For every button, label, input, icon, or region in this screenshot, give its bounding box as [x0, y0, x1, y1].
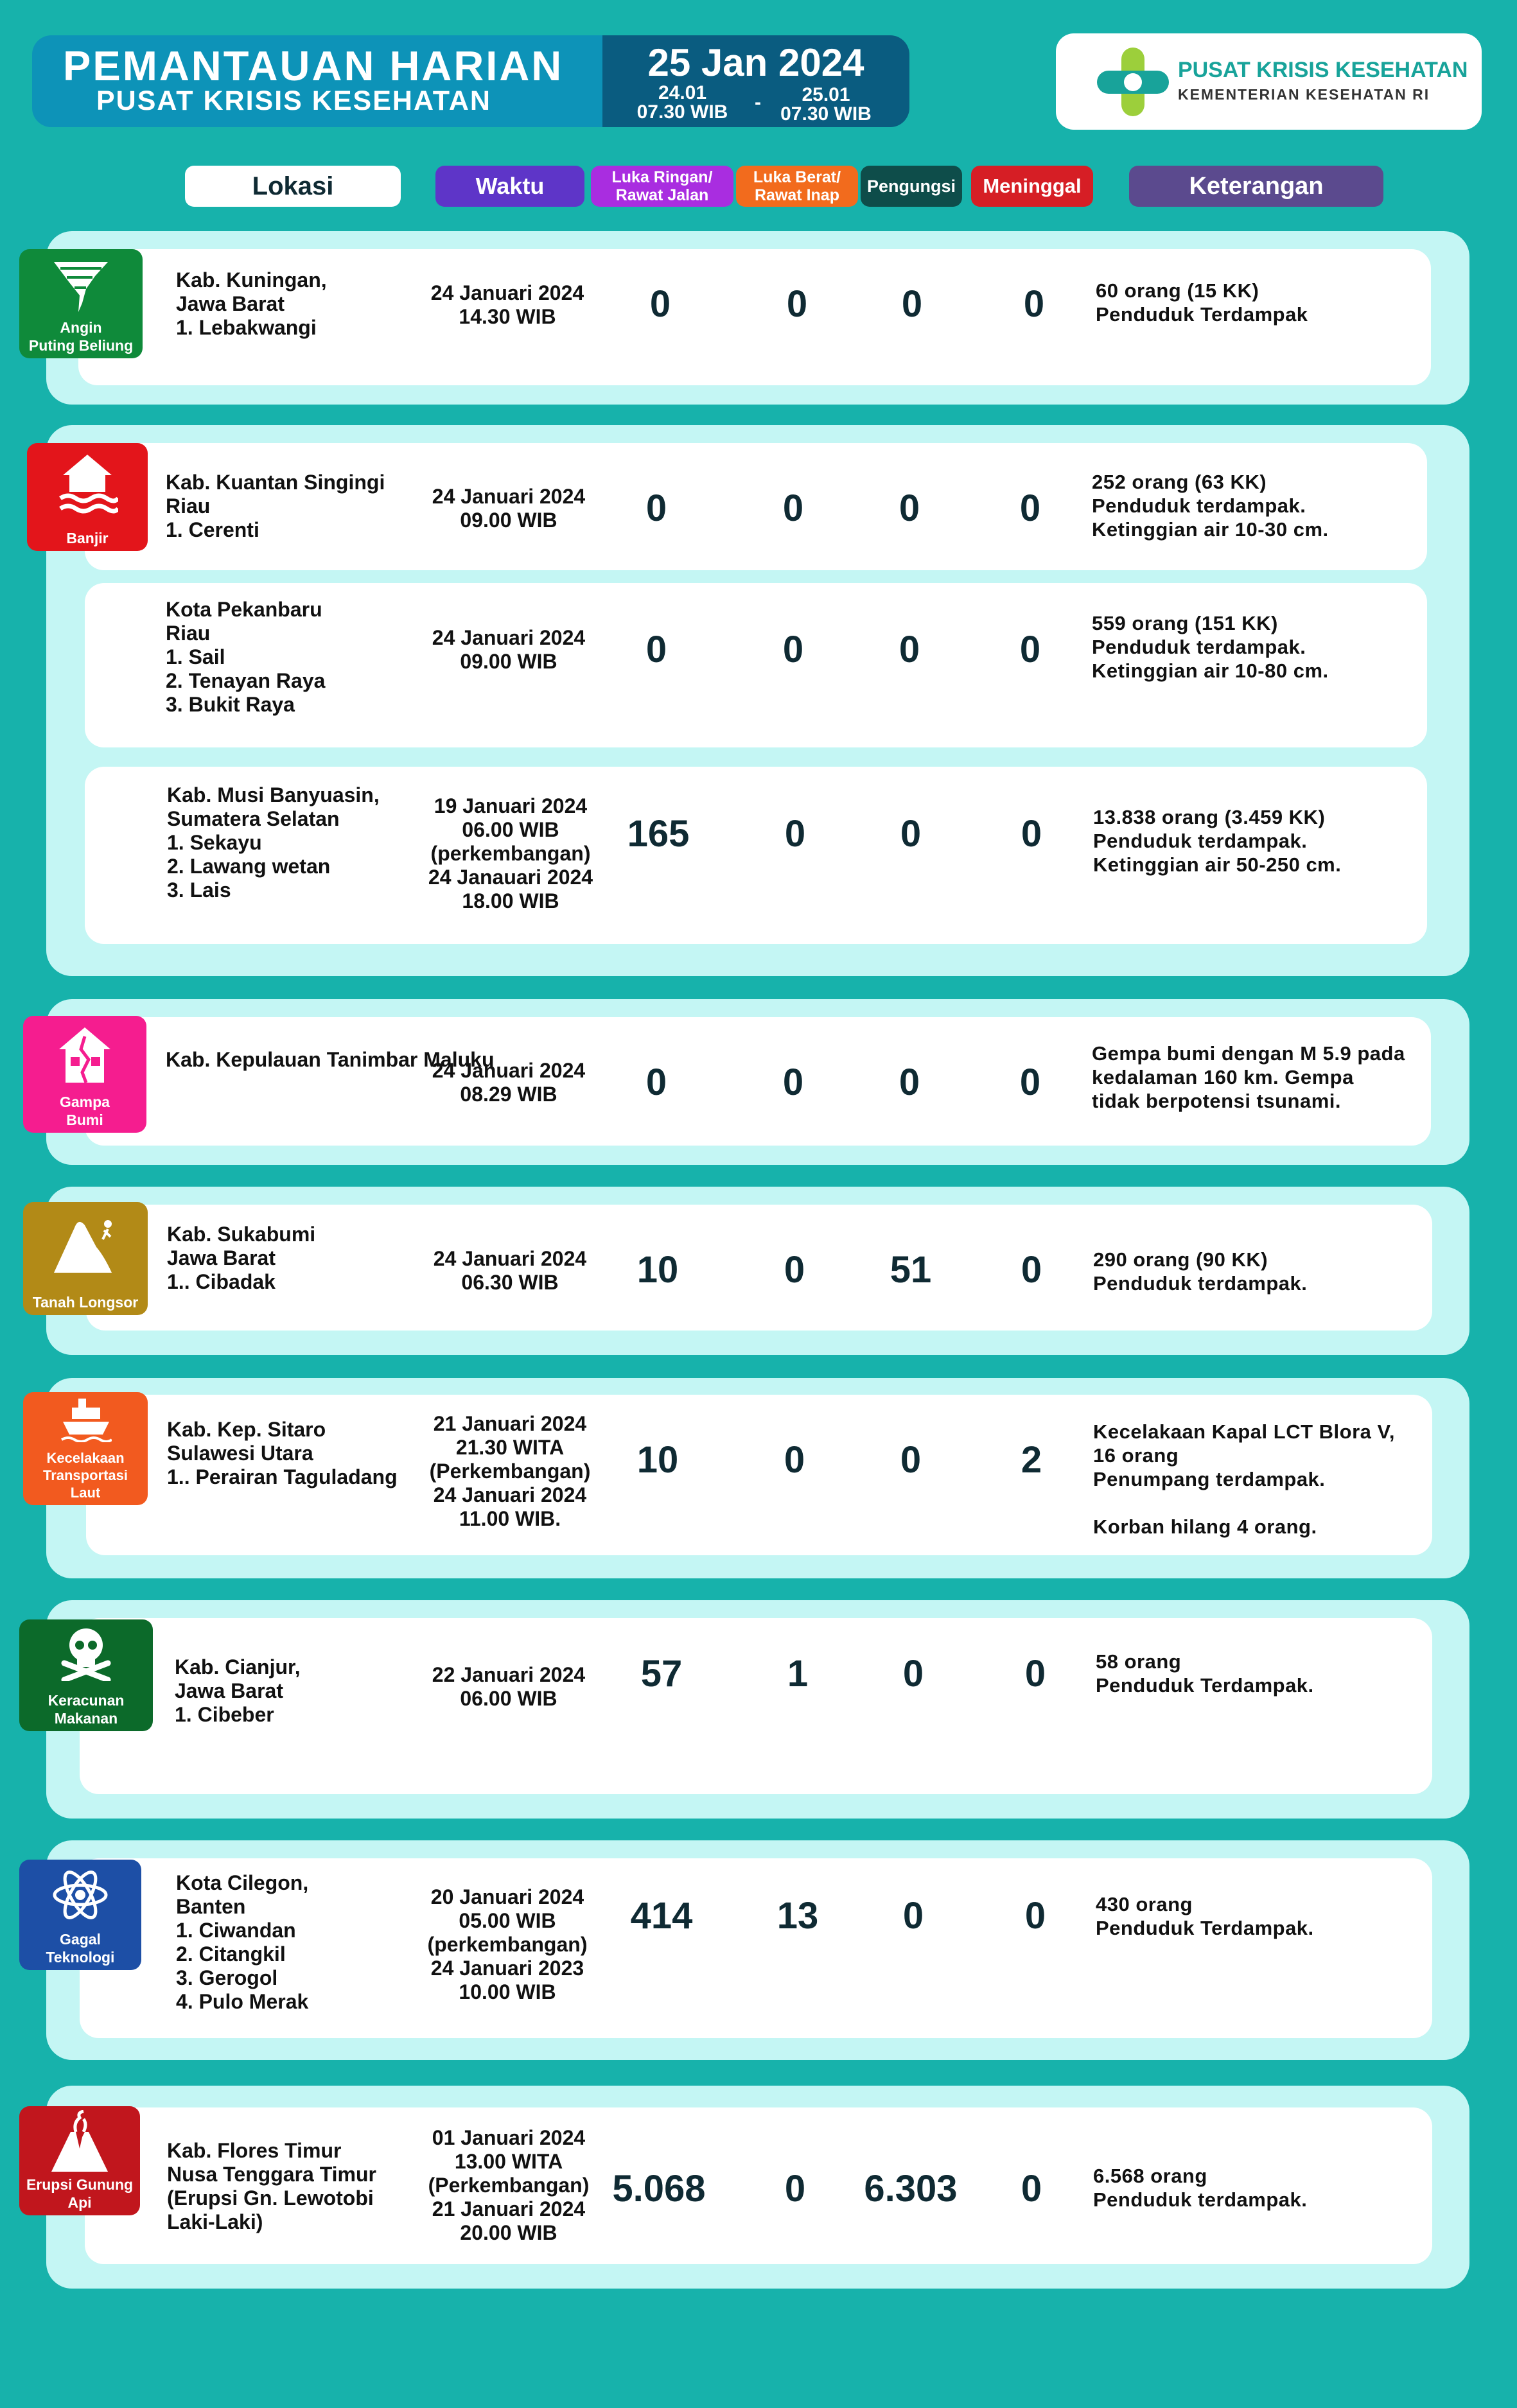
- row-keterangan: Kecelakaan Kapal LCT Blora V, 16 orang Penumpang terdampak. Korban hilang 4 orang.: [1093, 1420, 1395, 1538]
- row-lokasi: Kota Pekanbaru Riau 1. Sail 2. Tenayan Raya 3. Bukit Raya: [166, 598, 326, 716]
- row-meninggal: 0: [1024, 1895, 1046, 1937]
- row-keterangan: 58 orang Penduduk Terdampak.: [1096, 1650, 1314, 1697]
- row-luka-berat: 0: [784, 1249, 805, 1291]
- landslide-icon: [49, 1208, 123, 1279]
- event-icon-label: Gagal Teknologi: [46, 1931, 115, 1966]
- row-waktu: 22 Januari 2024 06.00 WIB: [432, 1663, 586, 1710]
- row-luka-berat: 13: [776, 1895, 819, 1937]
- event-icon-badge: [27, 443, 148, 551]
- row-luka-berat: 0: [784, 813, 806, 855]
- row-pengungsi: 0: [902, 1895, 924, 1937]
- row-pengungsi: 51: [890, 1249, 932, 1291]
- row-lokasi: Kab. Musi Banyuasin, Sumatera Selatan 1. Sekayu 2. Lawang wetan 3. Lais: [167, 783, 380, 902]
- row-luka-berat: 0: [782, 629, 804, 670]
- row-lokasi: Kab. Kep. Sitaro Sulawesi Utara 1.. Perairan Taguladang: [167, 1418, 398, 1488]
- event-icon-badge: [23, 1392, 148, 1505]
- row-luka-ringan: 0: [649, 283, 671, 325]
- row-meninggal: 0: [1019, 1061, 1041, 1103]
- event-icon-label: Banjir: [66, 530, 109, 546]
- row-waktu: 20 Januari 2024 05.00 WIB (perkembangan) 24 Januari 2023 10.00 WIB: [427, 1885, 588, 2003]
- row-meninggal: 0: [1019, 629, 1041, 670]
- column-header-lokasi: Lokasi: [185, 166, 401, 207]
- event-icon-label: Keracunan Makanan: [48, 1692, 125, 1727]
- row-meninggal: 0: [1021, 1249, 1042, 1291]
- event-icon-label: Angin Puting Beliung: [28, 319, 134, 354]
- row-keterangan: 13.838 orang (3.459 KK) Penduduk terdampak. Ketinggian air 50-250 cm.: [1093, 806, 1342, 876]
- range-separator: -: [755, 92, 761, 113]
- row-luka-berat: 0: [784, 1439, 805, 1481]
- row-meninggal: 0: [1019, 487, 1041, 529]
- skull-icon: [59, 1626, 113, 1681]
- volcano-icon: [48, 2110, 112, 2174]
- row-waktu: 24 Januari 2024 14.30 WIB: [430, 281, 584, 328]
- row-luka-ringan: 0: [645, 629, 667, 670]
- event-icon-badge: [19, 2106, 140, 2215]
- row-keterangan: 290 orang (90 KK) Penduduk terdampak.: [1093, 1248, 1308, 1295]
- row-pengungsi: 0: [899, 487, 920, 529]
- row-lokasi: Kab. Flores Timur Nusa Tenggara Timur (Erupsi Gn. Lewotobi Laki-Laki): [167, 2139, 376, 2233]
- row-lokasi: Kab. Kuantan Singingi Riau 1. Cerenti: [166, 471, 385, 541]
- row-luka-berat: 0: [786, 283, 808, 325]
- event-icon-label: Kecelakaan Transportasi Laut: [42, 1450, 128, 1501]
- row-luka-ringan: 0: [645, 487, 667, 529]
- row-waktu: 19 Januari 2024 06.00 WIB (perkembangan) 24 Janauari 2024 18.00 WIB: [428, 794, 593, 912]
- row-luka-ringan: 10: [636, 1249, 679, 1291]
- earthquake-icon: [55, 1024, 114, 1088]
- row-luka-ringan: 5.068: [612, 2168, 706, 2210]
- row-pengungsi: 0: [901, 283, 923, 325]
- event-icon-badge: [19, 1619, 153, 1731]
- column-header-waktu: Waktu: [435, 166, 584, 207]
- row-luka-ringan: 0: [645, 1061, 667, 1103]
- row-luka-berat: 0: [782, 487, 804, 529]
- row-meninggal: 2: [1021, 1439, 1042, 1481]
- event-icon-badge: [23, 1202, 148, 1315]
- health-cross-icon: [1094, 45, 1171, 119]
- row-lokasi: Kota Cilegon, Banten 1. Ciwandan 2. Citangkil 3. Gerogol 4. Pulo Merak: [176, 1871, 309, 2013]
- logo-subtitle: KEMENTERIAN KESEHATAN RI: [1178, 86, 1430, 103]
- row-waktu: 24 Januari 2024 08.29 WIB: [432, 1059, 586, 1106]
- column-header-luka-ringan: Luka Ringan/ Rawat Jalan: [591, 166, 733, 207]
- ship-icon: [60, 1396, 112, 1442]
- header-title-banner: [32, 35, 606, 127]
- row-luka-berat: 0: [782, 1061, 804, 1103]
- row-pengungsi: 0: [902, 1653, 924, 1695]
- tornado-icon: [50, 257, 112, 315]
- row-keterangan: 430 orang Penduduk Terdampak.: [1096, 1893, 1314, 1939]
- row-pengungsi: 0: [900, 1439, 922, 1481]
- header-date-banner: [602, 35, 909, 127]
- row-waktu: 24 Januari 2024 09.00 WIB: [432, 485, 586, 532]
- event-icon-label: Tanah Longsor: [32, 1294, 139, 1311]
- row-waktu: 24 Januari 2024 06.30 WIB: [433, 1247, 587, 1294]
- row-waktu: 01 Januari 2024 13.00 WITA (Perkembangan) 21 Januari 2024 20.00 WIB: [428, 2126, 590, 2244]
- row-keterangan: 559 orang (151 KK) Penduduk terdampak. Ketinggian air 10-80 cm.: [1092, 612, 1329, 682]
- row-waktu: 21 Januari 2024 21.30 WITA (Perkembangan) 24 Januari 2024 11.00 WIB.: [429, 1412, 591, 1530]
- column-header-keterangan: Keterangan: [1129, 166, 1383, 207]
- logo: [1056, 33, 1482, 130]
- event-icon-badge: [19, 1860, 141, 1970]
- event-icon-badge: [23, 1016, 146, 1133]
- row-lokasi: Kab. Cianjur, Jawa Barat 1. Cibeber: [175, 1655, 301, 1726]
- event-icon-label: Gampa Bumi: [60, 1094, 110, 1128]
- column-header-meninggal: Meninggal: [971, 166, 1093, 207]
- row-lokasi: Kab. Kepulauan Tanimbar Maluku: [166, 1048, 495, 1071]
- row-lokasi: Kab. Kuningan, Jawa Barat 1. Lebakwangi: [176, 268, 327, 339]
- event-icon-label: Erupsi Gunung Api: [26, 2176, 134, 2211]
- report-date: 25 Jan 2024: [647, 41, 864, 84]
- page-subtitle: PUSAT KRISIS KESEHATAN: [96, 85, 491, 116]
- row-meninggal: 0: [1021, 2168, 1042, 2210]
- row-keterangan: 60 orang (15 KK) Penduduk Terdampak: [1096, 279, 1308, 326]
- flood-icon: [57, 451, 118, 515]
- logo-title: PUSAT KRISIS KESEHATAN: [1178, 58, 1468, 82]
- row-lokasi: Kab. Sukabumi Jawa Barat 1.. Cibadak: [167, 1223, 316, 1293]
- row-waktu: 24 Januari 2024 09.00 WIB: [432, 626, 586, 673]
- range-end: 25.01 07.30 WIB: [780, 84, 872, 125]
- page-title: PEMANTAUAN HARIAN: [63, 42, 564, 89]
- atom-icon: [51, 1866, 109, 1924]
- row-meninggal: 0: [1024, 1653, 1046, 1695]
- row-pengungsi: 0: [900, 813, 922, 855]
- column-header-luka-berat: Luka Berat/ Rawat Inap: [736, 166, 858, 207]
- row-luka-ringan: 57: [640, 1653, 683, 1695]
- event-icon-badge: [19, 249, 143, 358]
- row-keterangan: 252 orang (63 KK) Penduduk terdampak. Ketinggian air 10-30 cm.: [1092, 471, 1329, 541]
- row-pengungsi: 0: [899, 1061, 920, 1103]
- row-pengungsi: 0: [899, 629, 920, 670]
- row-luka-ringan: 165: [627, 813, 690, 855]
- row-luka-berat: 1: [787, 1653, 809, 1695]
- row-meninggal: 0: [1023, 283, 1045, 325]
- row-keterangan: 6.568 orang Penduduk terdampak.: [1093, 2165, 1308, 2211]
- row-luka-berat: 0: [784, 2168, 806, 2210]
- row-luka-ringan: 414: [630, 1895, 693, 1937]
- row-keterangan: Gempa bumi dengan M 5.9 pada kedalaman 160 km. Gempa tidak berpotensi tsunami.: [1092, 1042, 1405, 1112]
- row-pengungsi: 6.303: [864, 2168, 958, 2210]
- range-start: 24.01 07.30 WIB: [636, 82, 728, 123]
- column-header-pengungsi: Pengungsi: [861, 166, 962, 207]
- row-luka-ringan: 10: [636, 1439, 679, 1481]
- row-meninggal: 0: [1021, 813, 1042, 855]
